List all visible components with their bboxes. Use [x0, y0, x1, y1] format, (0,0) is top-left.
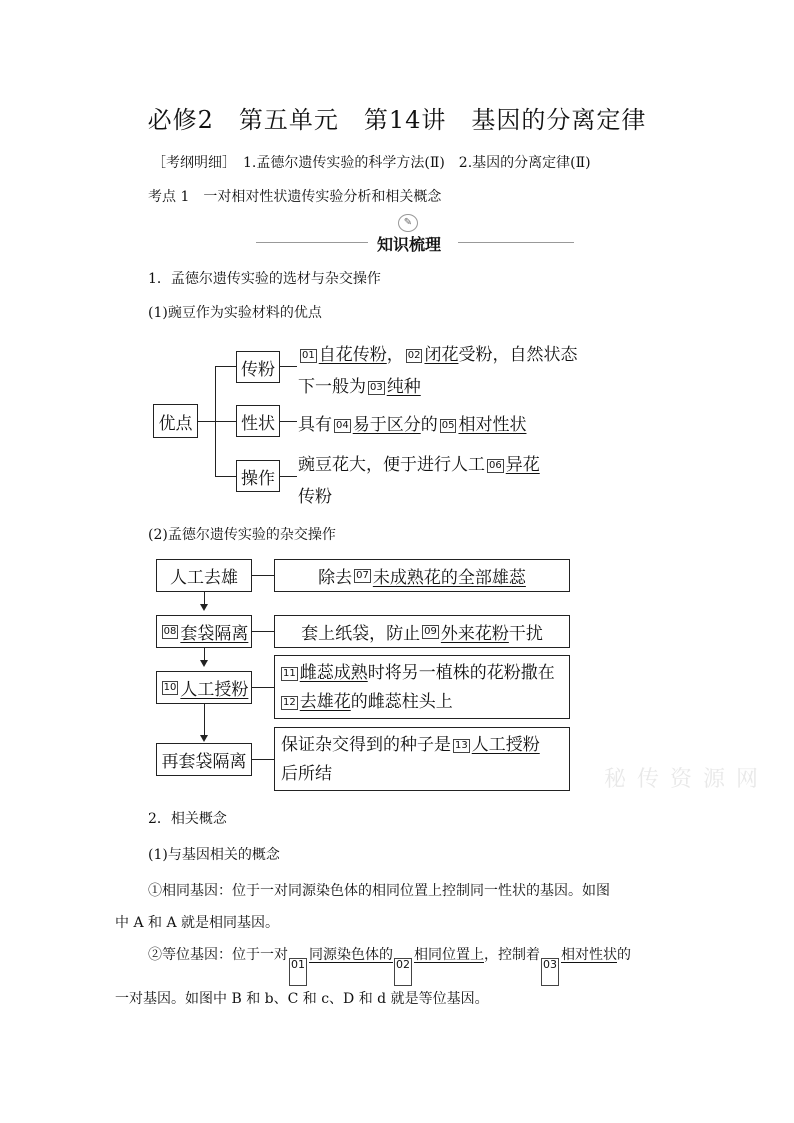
answer-text: 闭花: [424, 345, 459, 365]
answer-text: 未成熟花的全部雄蕊: [372, 568, 526, 588]
kaodian-heading: 考点 1 一对相对性状遗传实验分析和相关概念: [148, 189, 442, 205]
answer-number: 11: [283, 667, 296, 679]
answer-number: 09: [424, 625, 437, 637]
answer-text: 套袋隔离: [180, 624, 249, 644]
answer-number: 02: [407, 349, 421, 361]
static-text: 豌豆花大，便于进行人工: [298, 455, 485, 475]
answer-text: 相对性状: [561, 947, 617, 963]
arrow-down-icon: [200, 735, 208, 742]
tree-b1-line2: [298, 372, 421, 397]
answer-text: 纯种: [386, 377, 421, 397]
tree-b1-line1: [298, 340, 577, 365]
flow-desc-1: [274, 559, 570, 592]
tree-b3-line2: 传粉: [298, 487, 332, 507]
flow-desc-3: [274, 655, 570, 719]
static-text: 的: [420, 415, 438, 435]
static-text: 具有: [298, 415, 332, 435]
section-header: 知识梳理: [377, 235, 442, 254]
answer-number: 05: [441, 419, 455, 431]
answer-number: 12: [283, 696, 296, 708]
static-text: 干扰: [508, 624, 543, 644]
answer-number: 02: [394, 958, 412, 986]
tree-connector: [198, 421, 215, 422]
header-divider-right: [458, 242, 574, 243]
tree-b2-line: [298, 410, 526, 435]
answer-text: 人工授粉: [180, 680, 249, 700]
para1-line2: 中 A 和 A 就是相同基因。: [115, 915, 280, 931]
arrow-line: [204, 704, 205, 736]
answer-number: 01: [302, 349, 315, 361]
tree-connector: [280, 476, 297, 477]
item1-heading: 1．孟德尔遗传实验的选材与杂交操作: [148, 271, 381, 287]
static-text: 时将另一植株的花粉撒在: [367, 663, 555, 683]
answer-number: 01: [289, 958, 307, 986]
flow-desc-2: [274, 615, 570, 648]
tree-connector: [280, 421, 297, 422]
static-text: ，控制着: [484, 947, 540, 963]
answer-number: 13: [455, 739, 468, 751]
answer-text: 同源染色体的: [309, 947, 393, 963]
watermark: 秘 传 资 源 网: [604, 767, 760, 792]
sub-heading-2: (2)孟德尔遗传实验的杂交操作: [148, 527, 336, 543]
flow-connector: [252, 687, 274, 688]
tree-branch-traits: 性状: [236, 405, 280, 437]
answer-text: 去雄花: [299, 692, 351, 712]
answer-text: 异花: [505, 455, 540, 475]
static-text: 套上纸袋，防止: [301, 624, 421, 644]
answer-text: 相对性状: [458, 415, 527, 435]
answer-text: 自花传粉: [318, 345, 387, 365]
tree-branch-pollination: 传粉: [236, 351, 280, 383]
pencil-icon: ✎: [398, 214, 418, 232]
flow-step-emasculation: 人工去雄: [156, 559, 252, 592]
static-text: 的: [617, 947, 631, 963]
static-text: 保证杂交得到的种子是: [281, 735, 451, 755]
answer-number: 10: [163, 681, 177, 693]
arrow-down-icon: [200, 604, 208, 611]
answer-number: 04: [336, 419, 349, 431]
header-divider-left: [256, 242, 368, 243]
flow-desc-4: [274, 727, 570, 791]
answer-number: 07: [356, 569, 369, 581]
answer-text: 易于区分: [352, 415, 421, 435]
tree-b3-line1: [298, 450, 540, 475]
answer-number: 06: [489, 459, 502, 471]
answer-number: 03: [541, 958, 559, 986]
sub-heading-3: (1)与基因相关的概念: [148, 847, 280, 863]
answer-text: 相同位置上: [414, 947, 484, 963]
answer-number: 08: [163, 625, 177, 637]
sub-heading-1: (1)豌豆作为实验材料的优点: [148, 305, 322, 321]
para2-line1: [148, 944, 631, 986]
static-text: 下一般为: [298, 377, 366, 397]
static-text: 后所结: [281, 764, 332, 784]
tree-connector: [215, 366, 236, 367]
tree-branch-operation: 操作: [236, 460, 280, 492]
static-text: ②等位基因：位于一对: [148, 947, 288, 963]
flow-step-pollination: [156, 671, 252, 704]
para2-line2: 一对基因。如图中 B 和 b、C 和 c、D 和 d 就是等位基因。: [115, 991, 489, 1007]
answer-text: 雌蕊成熟: [299, 663, 368, 683]
outline-line: ［考纲明细］ 1.孟德尔遗传实验的科学方法(Ⅱ) 2.基因的分离定律(Ⅱ): [152, 155, 591, 171]
tree-root-box: 优点: [153, 404, 198, 438]
answer-text: 外来花粉: [440, 624, 509, 644]
arrow-down-icon: [200, 660, 208, 667]
flow-step-rebagging: 再套袋隔离: [156, 743, 252, 776]
separator: ，: [386, 345, 404, 365]
flow-connector: [252, 575, 274, 576]
static-text: 除去: [318, 568, 353, 588]
flow-connector: [252, 759, 274, 760]
tree-connector: [215, 476, 236, 477]
tree-connector: [215, 421, 236, 422]
flow-step-bagging: [156, 615, 252, 648]
answer-text: 人工授粉: [471, 735, 540, 755]
static-text: 的雌蕊柱头上: [350, 692, 453, 712]
answer-number: 03: [370, 381, 383, 393]
tree-connector: [280, 366, 297, 367]
item2-heading: 2．相关概念: [148, 811, 227, 827]
static-text: 受粉，自然状态: [458, 345, 578, 365]
para1-line1: ①相同基因：位于一对同源染色体的相同位置上控制同一性状的基因。如图: [148, 883, 610, 899]
page-title: 必修2 第五单元 第14讲 基因的分离定律: [147, 106, 647, 134]
flow-connector: [252, 631, 274, 632]
